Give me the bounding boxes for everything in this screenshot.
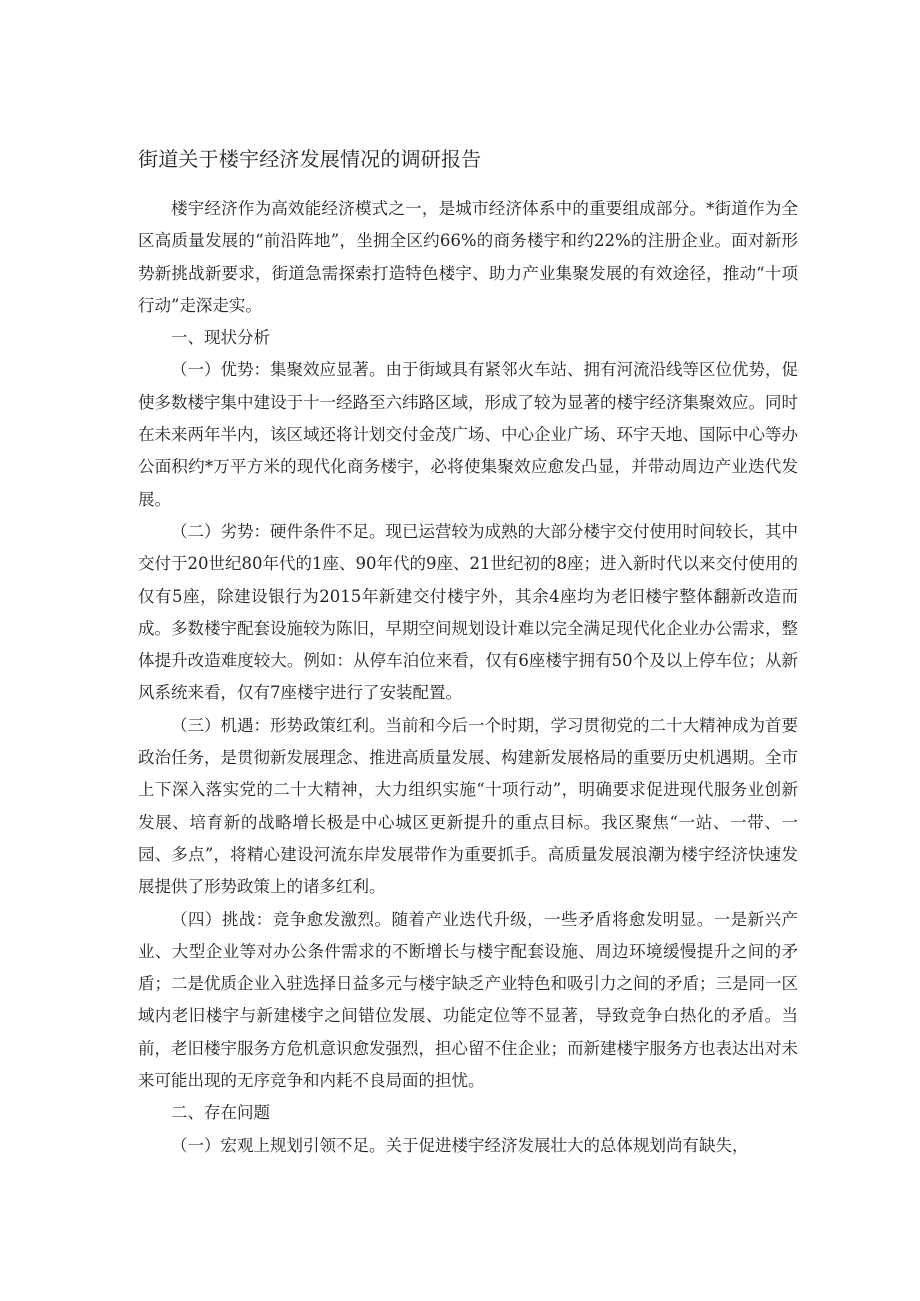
document-body [138, 193, 798, 1162]
paragraph-opportunities: （三）机遇：形势政策红利。当前和今后一个时期，学习贯彻党的二十大精神成为首要政治任务，是贯彻新发展理念、推进高质量发展、构建新发展格局的重要历史机遇期。全市上下深入落实党的二十大精神，大力组织实施“十项行动”，明确要求促进现代服务业创新发展、培育新的战略增长极是中心城区更新提升的重点目标。我区聚焦“一站、一带、一园、多点”，将精心建设河流东岸发展带作为重要抓手。高质量发展浪潮为楼宇经济快速发展提供了形势政策上的诸多红利。 [138, 715, 798, 897]
document-title: 街道关于楼宇经济发展情况的调研报告 [138, 147, 482, 171]
intro-paragraph: 楼宇经济作为高效能经济模式之一，是城市经济体系中的重要组成部分。*街道作为全区高质量发展的“前沿阵地”，坐拥全区约66%的商务楼宇和约22%的注册企业。面对新形势新挑战新要求，街道急需探索打造特色楼宇、助力产业集聚发展的有效途径，推动“十项行动”走深走实。 [138, 199, 798, 315]
section-heading-problems: 二、存在问题 [171, 1103, 270, 1123]
paragraph-planning: （一）宏观上规划引领不足。关于促进楼宇经济发展壮大的总体规划尚有缺失， [171, 1135, 749, 1155]
section-heading-status: 一、现状分析 [171, 328, 270, 348]
paragraph-weaknesses: （二）劣势：硬件条件不足。现已运营较为成熟的大部分楼宇交付使用时间较长，其中交付于20世纪80年代的1座、90年代的9座、21世纪初的8座；进入新时代以来交付使用的仅有5座，除建设银行为2015年新建交付楼宇外，其余4座均为老旧楼宇整体翻新改造而成。多数楼宇配套设施较为陈旧，早期空间规划设计难以完全满足现代化企业办公需求，整体提升改造难度较大。例如：从停车泊位来看，仅有6座楼宇拥有50个及以上停车位；从新风系统来看，仅有7座楼宇进行了安装配置。 [138, 521, 798, 703]
paragraph-challenges: （四）挑战：竞争愈发激烈。随着产业迭代升级，一些矛盾将愈发明显。一是新兴产业、大型企业等对办公条件需求的不断增长与楼宇配套设施、周边环境缓慢提升之间的矛盾；二是优质企业入驻选择日益多元与楼宇缺乏产业特色和吸引力之间的矛盾；三是同一区域内老旧楼宇与新建楼宇之间错位发展、功能定位等不显著，导致竞争白热化的矛盾。当前，老旧楼宇服务方危机意识愈发强烈，担心留不住企业；而新建楼宇服务方也表达出对未来可能出现的无序竞争和内耗不良局面的担忧。 [138, 909, 798, 1091]
paragraph-strengths: （一）优势：集聚效应显著。由于街域具有紧邻火车站、拥有河流沿线等区位优势，促使多数楼宇集中建设于十一经路至六纬路区域，形成了较为显著的楼宇经济集聚效应。同时在未来两年半内，该区域还将计划交付金茂广场、中心企业广场、环宇天地、国际中心等办公面积约*万平方米的现代化商务楼宇，必将使集聚效应愈发凸显，并带动周边产业迭代发展。 [138, 360, 798, 509]
